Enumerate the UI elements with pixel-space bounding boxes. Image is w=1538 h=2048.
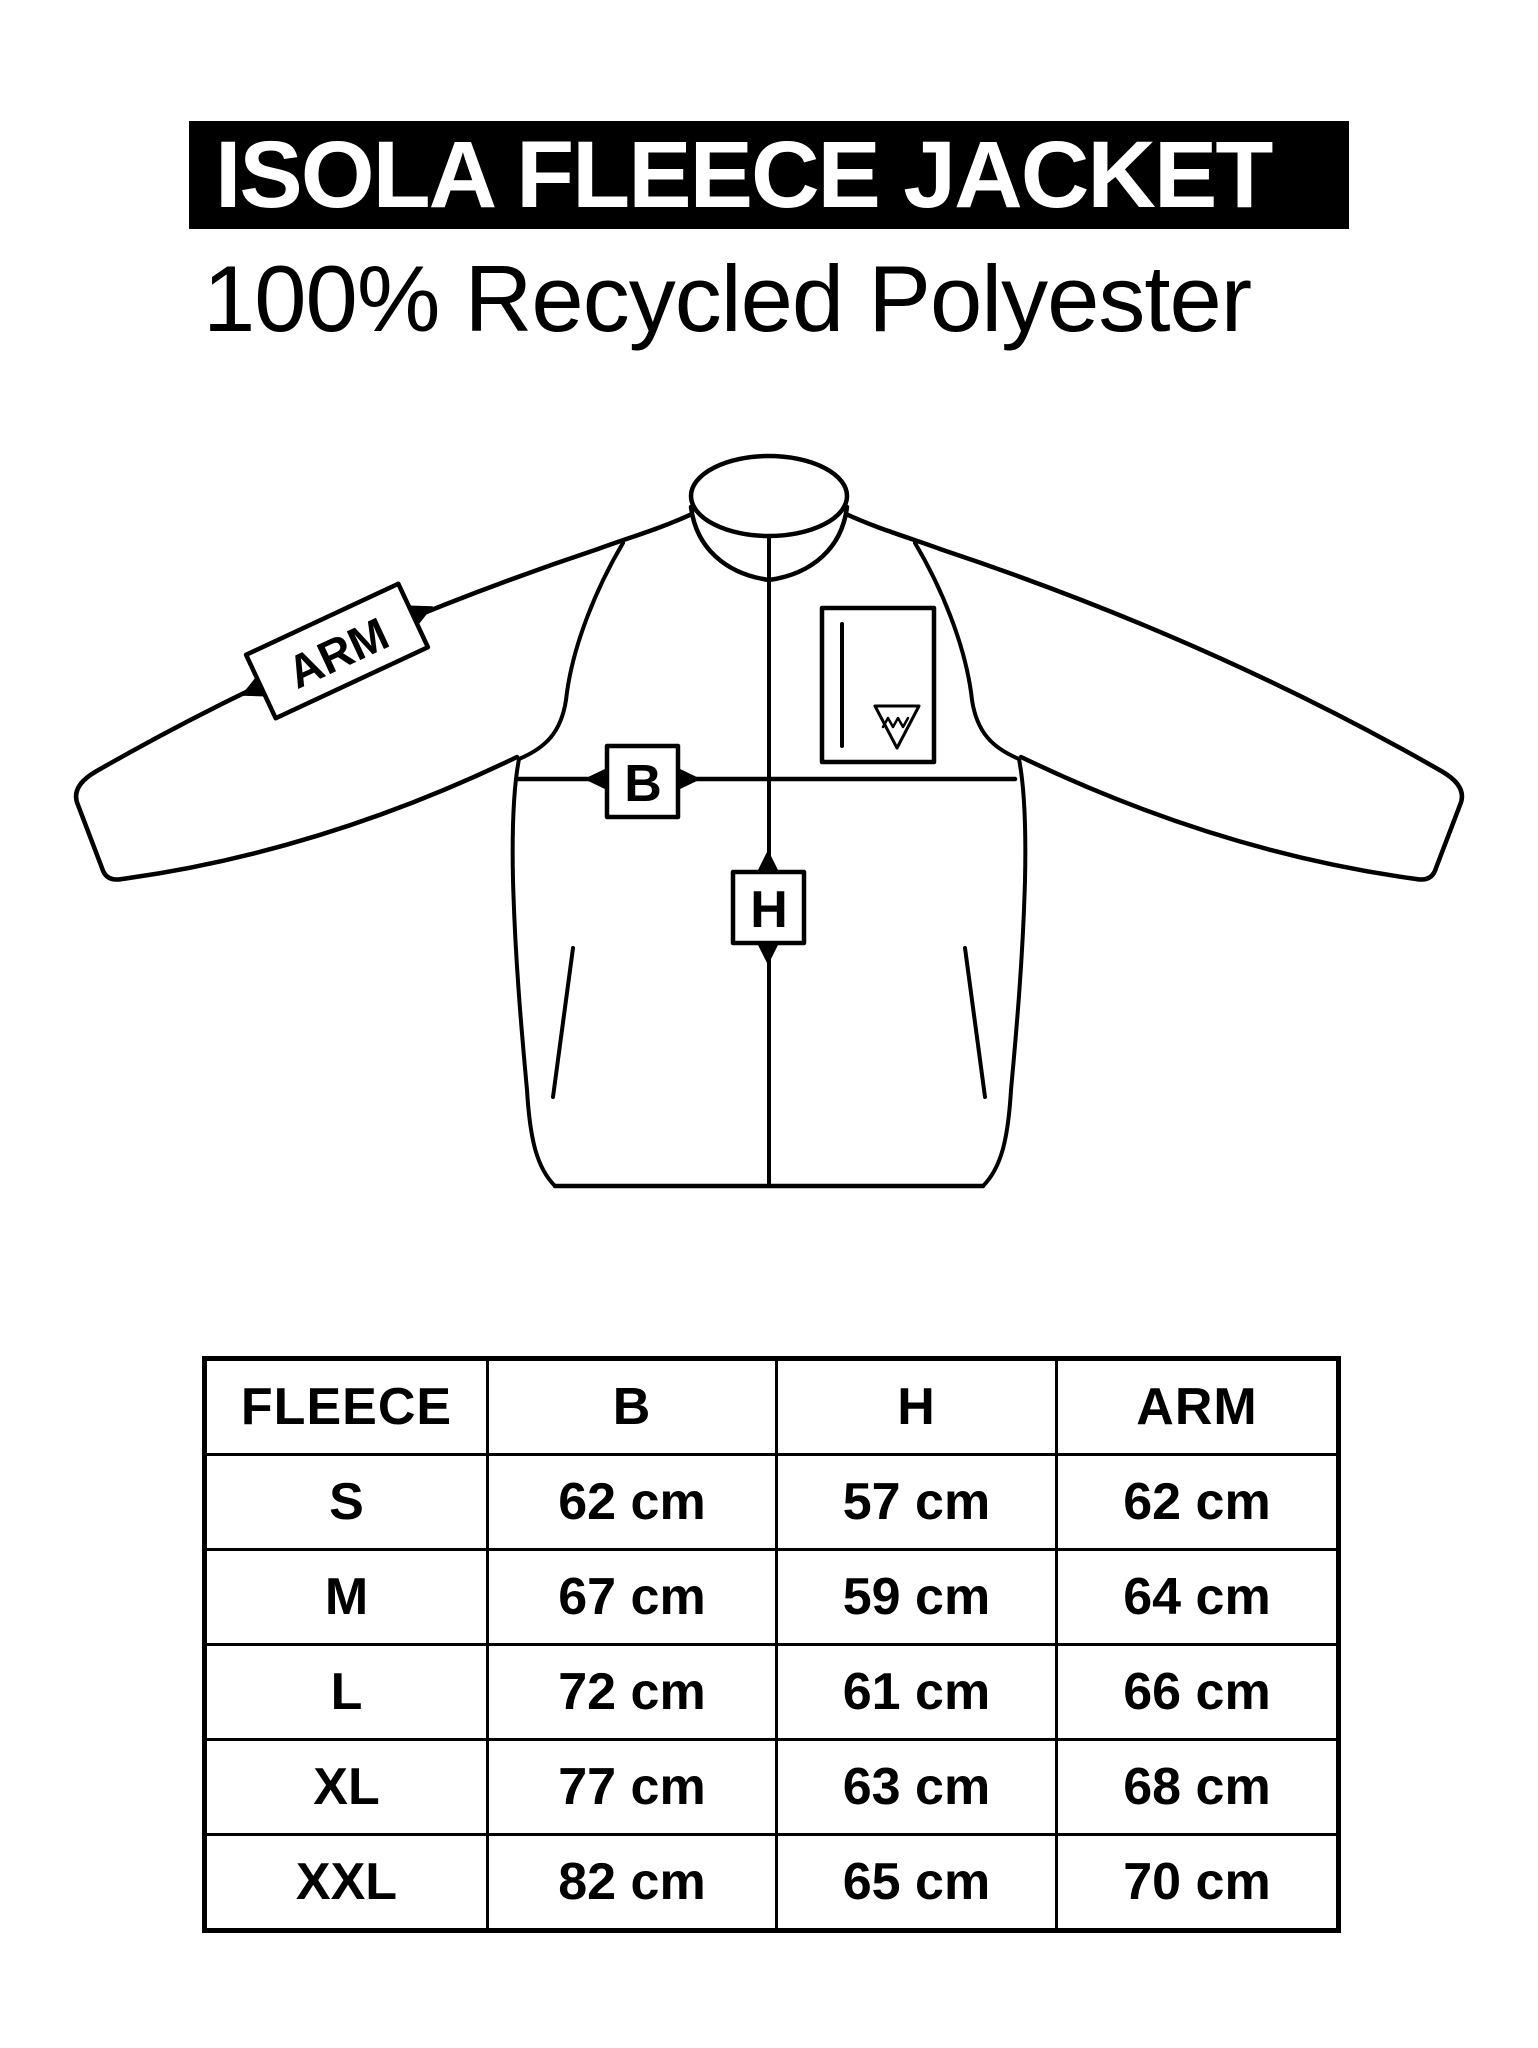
header-cell-b: B (488, 1359, 777, 1455)
arm-label-group (226, 574, 448, 727)
size-cell: M (205, 1550, 488, 1645)
b-cell: 82 cm (488, 1835, 777, 1931)
b-cell: 72 cm (488, 1645, 777, 1740)
h-cell: 59 cm (777, 1550, 1057, 1645)
size-cell: L (205, 1645, 488, 1740)
size-cell: S (205, 1455, 488, 1550)
header-cell-fleece: FLEECE (205, 1359, 488, 1455)
table-row-s (205, 1455, 1339, 1550)
arm-cell: 66 cm (1057, 1645, 1339, 1740)
h-cell: 57 cm (777, 1455, 1057, 1550)
size-table (202, 1356, 1341, 1933)
chest-pocket (822, 608, 934, 762)
collar-opening (691, 456, 847, 536)
product-title: ISOLA FLEECE JACKET (215, 121, 1272, 228)
arm-cell: 68 cm (1057, 1740, 1339, 1835)
product-subtitle: 100% Recycled Polyester (203, 246, 1252, 351)
table-row-m (205, 1550, 1339, 1645)
arm-cell: 64 cm (1057, 1550, 1339, 1645)
right-sleeve-outline (846, 514, 1462, 880)
table-row-l (205, 1645, 1339, 1740)
header-cell-h: H (777, 1359, 1057, 1455)
left-sleeve-outline (76, 514, 692, 880)
table-row-xxl (205, 1835, 1339, 1931)
left-body-seam (513, 543, 623, 1186)
chest-arrow-left-icon (584, 768, 607, 790)
arm-cell: 62 cm (1057, 1455, 1339, 1550)
length-arrow-up-icon (757, 850, 779, 872)
size-cell: XXL (205, 1835, 488, 1931)
arm-label-text: ARM (279, 607, 397, 699)
length-label-text: H (750, 881, 788, 939)
h-cell: 65 cm (777, 1835, 1057, 1931)
b-cell: 67 cm (488, 1550, 777, 1645)
chest-label-text: B (624, 755, 662, 813)
h-cell: 63 cm (777, 1740, 1057, 1835)
arm-cell: 70 cm (1057, 1835, 1339, 1931)
right-pocket-slit (965, 948, 985, 1097)
length-arrow-down-icon (757, 943, 779, 965)
size-cell: XL (205, 1740, 488, 1835)
size-table-header-row (205, 1359, 1339, 1455)
table-row-xl (205, 1740, 1339, 1835)
h-cell: 61 cm (777, 1645, 1057, 1740)
left-pocket-slit (553, 948, 573, 1097)
header-cell-arm: ARM (1057, 1359, 1339, 1455)
b-cell: 62 cm (488, 1455, 777, 1550)
chest-arrow-right-icon (678, 768, 701, 790)
b-cell: 77 cm (488, 1740, 777, 1835)
